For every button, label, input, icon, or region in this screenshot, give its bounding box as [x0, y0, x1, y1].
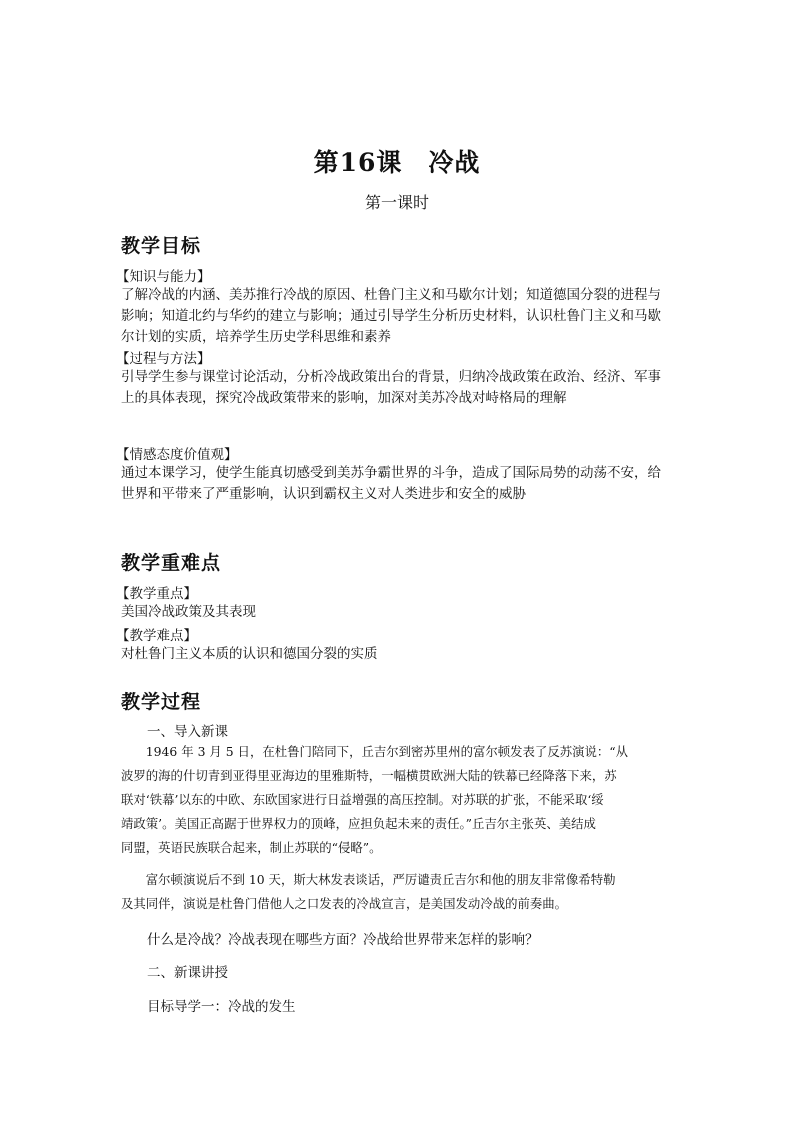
process-heading: 教学过程: [121, 691, 202, 713]
lesson-title: 第16课 冷战: [313, 148, 481, 177]
quote-churchill: [121, 740, 628, 860]
knowledge-text: [121, 285, 661, 348]
knowledge-line: 了解冷战的内涵、美苏推行冷战的原因、杜鲁门主义和马歇尔计划；知道德国分裂的进程与: [121, 287, 661, 303]
quote-line: 1946 年 3 月 5 日，在杜鲁门陪同下，丘吉尔到密苏里州的富尔顿发表了反苏演说：“从: [121, 744, 628, 759]
quote-stalin: [121, 868, 616, 916]
lesson-subtitle: 第一课时: [364, 193, 429, 212]
knowledge-label: 【知识与能力】: [116, 269, 211, 285]
emotion-line: 通过本课学习，使学生能真切感受到美苏争霸世界的斗争，造成了国际局势的动荡不安，给: [121, 465, 661, 481]
new-lesson-heading: 二、新课讲授: [147, 965, 228, 981]
difficulty-text: 对杜鲁门主义本质的认识和德国分裂的实质: [121, 646, 378, 662]
emotion-text: [121, 463, 661, 505]
process-line: 上的具体表现，探究冷战政策带来的影响，加深对美苏冷战对峙格局的理解: [121, 390, 567, 406]
focus-text: 美国冷战政策及其表现: [121, 604, 256, 620]
emotion-line: 世界和平带来了严重影响，认识到霸权主义对人类进步和安全的威胁: [121, 486, 526, 502]
quote-line: 同盟，英语民族联合起来，制止苏联的“侵略”。: [121, 840, 382, 855]
process-label: 【过程与方法】: [116, 351, 211, 367]
process-line: 引导学生参与课堂讨论活动，分析冷战政策出台的背景，归纳冷战政策在政治、经济、军事: [121, 369, 661, 385]
quote-line: 及其同伴，演说是杜鲁门借他人之口发表的冷战宣言，是美国发动冷战的前奏曲。: [121, 896, 568, 911]
emotion-label: 【情感态度价值观】: [116, 447, 238, 463]
process-text: [121, 367, 661, 409]
difficulty-label: 【教学难点】: [116, 628, 197, 644]
knowledge-line: 尔计划的实质，培养学生历史学科思维和素养: [121, 329, 391, 345]
quote-line: 靖政策’。美国正高踞于世界权力的顶峰，应担负起未来的责任。”丘吉尔主张英、美结成: [121, 816, 596, 831]
quote-line: 富尔顿演说后不到 10 天，斯大林发表谈话，严厉谴责丘吉尔和他的朋友非常像希特勒: [121, 872, 616, 887]
quote-line: 波罗的海的什切青到亚得里亚海边的里雅斯特，一幅横贯欧洲大陆的铁幕已经降落下来，苏: [121, 768, 617, 783]
focus-label: 【教学重点】: [116, 586, 197, 602]
key-points-heading: 教学重难点: [121, 552, 222, 574]
intro-heading: 一、导入新课: [147, 724, 228, 740]
knowledge-line: 影响；知道北约与华约的建立与影响；通过引导学生分析历史材料，认识杜鲁门主义和马歇: [121, 308, 661, 324]
discussion-question: 什么是冷战？冷战表现在哪些方面？冷战给世界带来怎样的影响？: [147, 932, 539, 948]
goal-one-heading: 目标导学一：冷战的发生: [147, 999, 296, 1015]
objectives-heading: 教学目标: [121, 235, 202, 257]
quote-line: 联对‘铁幕’以东的中欧、东欧国家进行日益增强的高压控制。对苏联的扩张，不能采取‘绥: [121, 792, 604, 807]
